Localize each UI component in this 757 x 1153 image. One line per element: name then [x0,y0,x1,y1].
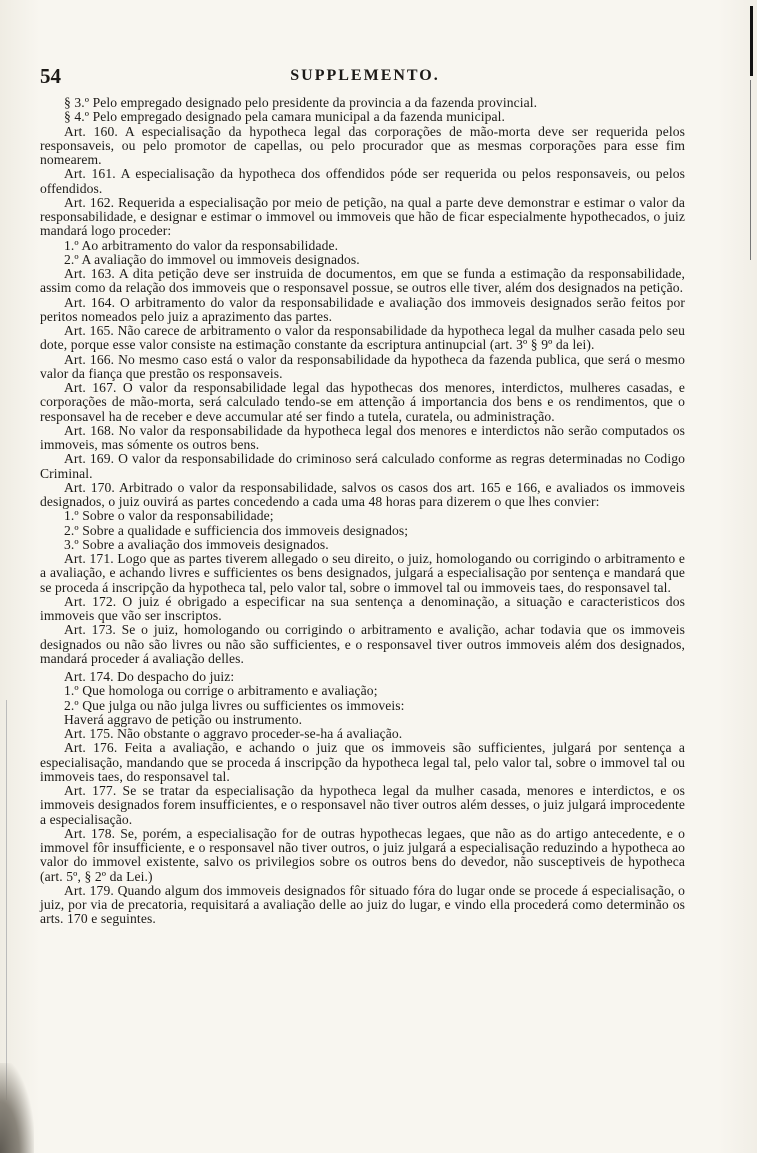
page-header [40,64,690,88]
paragraph: Art. 166. No mesmo caso está o valor da responsabilidade da hypotheca da fazenda publica, que será o mesmo valor da fiança que prestão os responsaveis. [40,351,685,381]
paragraph: Art. 162. Requerida a especialisação por meio de petição, na qual a parte deve demonstrar e estimar o valor da responsabilidade, e designar e estimar o immovel ou immoveis que hão de ficar especialmente hypothecados, o juiz mandará logo proceder: [40,194,685,239]
page-edge-mark [750,6,753,76]
paragraph: 1.º Sobre o valor da responsabilidade; [64,508,274,524]
paragraph: 2.º A avaliação do immovel ou immoveis designados. [64,251,360,267]
page-number: 54 [40,64,61,88]
paragraph: Art. 163. A dita petição deve ser instruida de documentos, em que se funda a estimação da responsabilidade, assim como da relação dos immoveis que o responsavel possue, se outros elle tiver, além dos designados na petição. [40,266,685,296]
paragraph: § 3.º Pelo empregado designado pelo presidente da provincia a da fazenda provincial. [64,95,538,110]
paragraph: Art. 161. A especialisação da hypotheca dos offendidos póde ser requerida ou pelos responsaveis, ou pelos offendidos. [40,166,685,196]
paragraph: Art. 174. Do despacho do juiz: [64,669,235,684]
paragraph: Art. 178. Se, porém, a especialisação for de outras hypothecas legaes, que não as do artigo antecedente, e o immovel fôr insufficiente, e o responsavel não tiver outros, o juiz julgará a especialisação reduzindo a hypotheca ao valor do immovel existente, salvo os privilegios sobre os outros bens do devedor, não susceptiveis de hypotheca (art. 5º, § 2º da Lei.) [40,825,685,884]
paragraph: Art. 171. Logo que as partes tiverem allegado o seu direito, o juiz, homologando ou corrigindo o arbitramento e a avaliação, e achando livres e sufficientes os bens designados, julgará a especialisação por sentença e mandará que se proceda á inscripção da hypotheca tal, pelo valor tal, sobre o immovel tal ou immoveis taes, do responsavel tal. [40,551,685,595]
page-edge-line [750,80,751,260]
running-head: SUPPLEMENTO. [290,67,440,84]
paragraph: Haverá aggravo de petição ou instrumento. [64,711,303,727]
binding-edge-line [6,700,7,1100]
paragraph: Art. 169. O valor da responsabilidade do criminoso será calculado conforme as regras determinadas no Codigo Criminal. [40,451,685,481]
paragraph: 2.º Sobre a qualidade e sufficiencia dos immoveis designados; [64,522,409,538]
paragraph: Art. 165. Não carece de arbitramento o valor da responsabilidade da hypotheca legal da mulher casada pelo seu dote, porque esse valor consiste na estimação constante da escriptura antinupcial (art. 3º § 9º da lei). [40,323,685,353]
paragraph: Art. 179. Quando algum dos immoveis designados fôr situado fóra do lugar onde se procede á especialisação, o juiz, por via de precatoria, requisitará a avaliação delle ao juiz do lugar, e vindo ella procederá como determinão os arts. 170 e seguintes. [40,882,685,927]
paragraph: Art. 170. Arbitrado o valor da responsabilidade, salvos os casos dos art. 165 e 166, e avaliados os immoveis designados, o juiz ouvirá as partes concedendo a cada uma 48 horas para dizerem o que lhes convier: [40,479,685,509]
paragraph: 2.º Que julga ou não julga livres ou sufficientes os immoveis: [64,697,405,713]
body-text [40,96,685,927]
paragraph: Art. 176. Feita a avaliação, e achando o juiz que os immoveis são sufficientes, julgará por sentença a especialisação, mandando que se proceda á inscripção da hypotheca legal tal, pelo valor tal, sobre o immovel tal ou immoveis taes, do responsavel tal. [40,740,685,784]
paragraph: Art. 167. O valor da responsabilidade legal das hypothecas dos menores, interdictos, mulheres casadas, e corporações de mão-morta, será calculado tendo-se em attenção á importancia dos bens e os rendimentos, que o responsavel ha de receber e deve accumular até ser findo a tutela, curatela, ou administração. [40,380,685,424]
paragraph: Art. 175. Não obstante o aggravo proceder-se-ha á avaliação. [64,726,403,741]
paragraph: § 4.º Pelo empregado designado pela camara municipal a da fazenda municipal. [64,109,505,125]
paragraph: 1.º Ao arbitramento do valor da responsabilidade. [64,237,339,253]
paragraph: Art. 173. Se o juiz, homologando ou corrigindo o arbitramento e avalição, achar todavia que os immoveis designados ou não são livres ou não são sufficientes, e o responsavel tiver outros immoveis além dos designados, mandará proceder á avaliação delles. [40,622,685,666]
paragraph: 1.º Que homologa ou corrige o arbitramento e avaliação; [64,683,378,699]
paragraph: Art. 172. O juiz é obrigado a especificar na sua sentença a denominação, a situação e caracteristicos dos immoveis que vão ser inscriptos. [40,593,685,623]
paragraph: Art. 168. No valor da responsabilidade da hypotheca legal dos menores e interdictos não serão computados os immoveis, mas sómente os outros bens. [40,422,685,452]
page-corner-shadow [0,1063,34,1153]
paragraph: Art. 164. O arbitramento do valor da responsabilidade e avaliação dos immoveis designados serão feitos por peritos nomeados pelo juiz a aprazimento das partes. [40,294,685,324]
paragraph: Art. 177. Se se tratar da especialisação da hypotheca legal da mulher casada, menores e interdictos, e os immoveis designados forem insufficientes, e o responsavel não tiver outros além desses, o juiz julgará improcedente a especialisação. [40,783,685,827]
paragraph: Art. 160. A especialisação da hypotheca legal das corporações de mão-morta deve ser requerida pelos responsaveis, ou pelo promotor de capellas, ou pelo procurador que as mesmas corporações para esse fim nomearem. [40,123,685,167]
paragraph: 3.º Sobre a avaliação dos immoveis designados. [64,536,329,552]
